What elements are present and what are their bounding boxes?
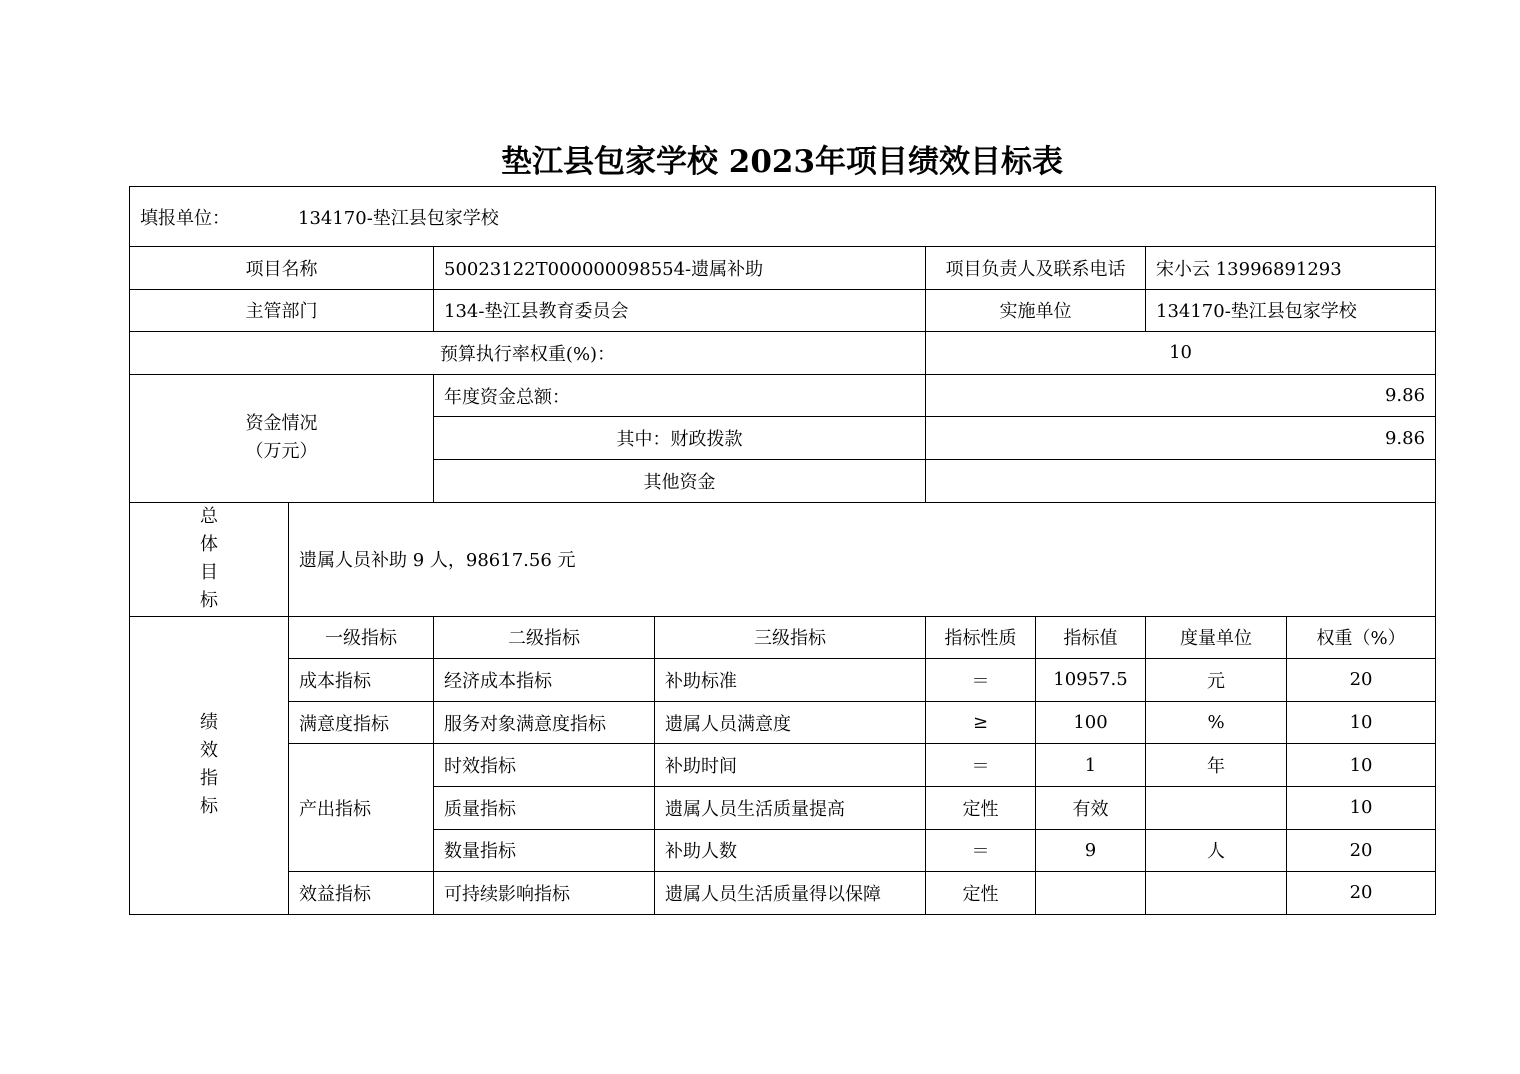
funds-fiscal-label: 其中：财政拨款 [434, 417, 926, 460]
indicator-weight: 20 [1287, 659, 1436, 702]
funds-label-line2: （万元） [245, 441, 318, 463]
indicator-unit: 人 [1146, 829, 1287, 872]
overall-goal-char: 目 [200, 562, 218, 584]
table-row [130, 744, 1436, 787]
project-name-value: 50023122T000000098554-遗属补助 [434, 247, 926, 290]
indicator-nature: ≥ [926, 701, 1036, 744]
indicator-level3: 补助时间 [655, 744, 926, 787]
indicator-level2: 服务对象满意度指标 [434, 701, 655, 744]
overall-goal-label [130, 502, 289, 616]
reporting-unit-row [130, 187, 1436, 247]
indicator-level1: 效益指标 [289, 872, 434, 915]
indicator-nature: ＝ [926, 829, 1036, 872]
indicator-unit: % [1146, 701, 1287, 744]
indicators-label [130, 616, 289, 914]
indicator-nature: ＝ [926, 744, 1036, 787]
funds-label-line1: 资金情况 [245, 413, 318, 435]
indicator-level2: 数量指标 [434, 829, 655, 872]
indicator-nature: 定性 [926, 872, 1036, 915]
indicator-value: 9 [1036, 829, 1146, 872]
table-row [130, 659, 1436, 702]
indicator-weight: 20 [1287, 829, 1436, 872]
indicator-level3: 遗属人员生活质量提高 [655, 786, 926, 829]
funds-total-value: 9.86 [926, 374, 1436, 417]
indicator-level1: 满意度指标 [289, 701, 434, 744]
contact-value: 宋小云 13996891293 [1146, 247, 1436, 290]
indicator-nature: 定性 [926, 786, 1036, 829]
budget-weight-label: 预算执行率权重(%)： [130, 332, 926, 375]
indicator-level2: 可持续影响指标 [434, 872, 655, 915]
indicator-value: 100 [1036, 701, 1146, 744]
indicator-nature: ＝ [926, 659, 1036, 702]
indicator-weight: 10 [1287, 786, 1436, 829]
indicator-value: 1 [1036, 744, 1146, 787]
reporting-unit-label: 填报单位： [140, 207, 230, 229]
indicators-char: 效 [200, 740, 218, 762]
indicator-weight: 10 [1287, 701, 1436, 744]
col-header-unit: 度量单位 [1146, 616, 1287, 659]
funds-fiscal-value: 9.86 [926, 417, 1436, 460]
indicator-weight: 20 [1287, 872, 1436, 915]
indicator-level1: 成本指标 [289, 659, 434, 702]
contact-label: 项目负责人及联系电话 [926, 247, 1146, 290]
indicator-level2: 质量指标 [434, 786, 655, 829]
indicator-level3: 补助标准 [655, 659, 926, 702]
indicator-value [1036, 872, 1146, 915]
overall-goal-char: 总 [200, 506, 218, 528]
indicators-char: 指 [200, 768, 218, 790]
indicator-level2: 时效指标 [434, 744, 655, 787]
col-header-level2: 二级指标 [434, 616, 655, 659]
impl-unit-value: 134170-垫江县包家学校 [1146, 289, 1436, 332]
dept-label: 主管部门 [130, 289, 434, 332]
indicator-weight: 10 [1287, 744, 1436, 787]
funds-other-label: 其他资金 [434, 459, 926, 502]
overall-goal-text: 遗属人员补助 9 人，98617.56 元 [289, 502, 1436, 616]
dept-value: 134-垫江县教育委员会 [434, 289, 926, 332]
overall-goal-char: 体 [200, 534, 218, 556]
col-header-level1: 一级指标 [289, 616, 434, 659]
funds-label [130, 374, 434, 502]
indicator-value: 10957.5 [1036, 659, 1146, 702]
table-row [130, 701, 1436, 744]
project-name-label: 项目名称 [130, 247, 434, 290]
indicator-unit [1146, 786, 1287, 829]
funds-total-label: 年度资金总额： [434, 374, 926, 417]
performance-target-table [129, 186, 1436, 915]
col-header-level3: 三级指标 [655, 616, 926, 659]
col-header-weight: 权重（%） [1287, 616, 1436, 659]
budget-weight-value: 10 [926, 332, 1436, 375]
indicators-char: 标 [200, 796, 218, 818]
page-title: 垫江县包家学校 2023年项目绩效目标表 [500, 144, 1064, 180]
indicator-unit: 年 [1146, 744, 1287, 787]
impl-unit-label: 实施单位 [926, 289, 1146, 332]
indicator-level3: 遗属人员满意度 [655, 701, 926, 744]
indicator-level3: 补助人数 [655, 829, 926, 872]
col-header-value: 指标值 [1036, 616, 1146, 659]
indicator-level3: 遗属人员生活质量得以保障 [655, 872, 926, 915]
col-header-nature: 指标性质 [926, 616, 1036, 659]
indicator-unit: 元 [1146, 659, 1287, 702]
indicator-level1: 产出指标 [289, 744, 434, 872]
indicator-unit [1146, 872, 1287, 915]
indicator-value: 有效 [1036, 786, 1146, 829]
reporting-unit-value: 134170-垫江县包家学校 [298, 207, 499, 229]
funds-other-value [926, 459, 1436, 502]
table-row [130, 872, 1436, 915]
indicator-level2: 经济成本指标 [434, 659, 655, 702]
indicators-char: 绩 [200, 712, 218, 734]
overall-goal-char: 标 [200, 590, 218, 612]
